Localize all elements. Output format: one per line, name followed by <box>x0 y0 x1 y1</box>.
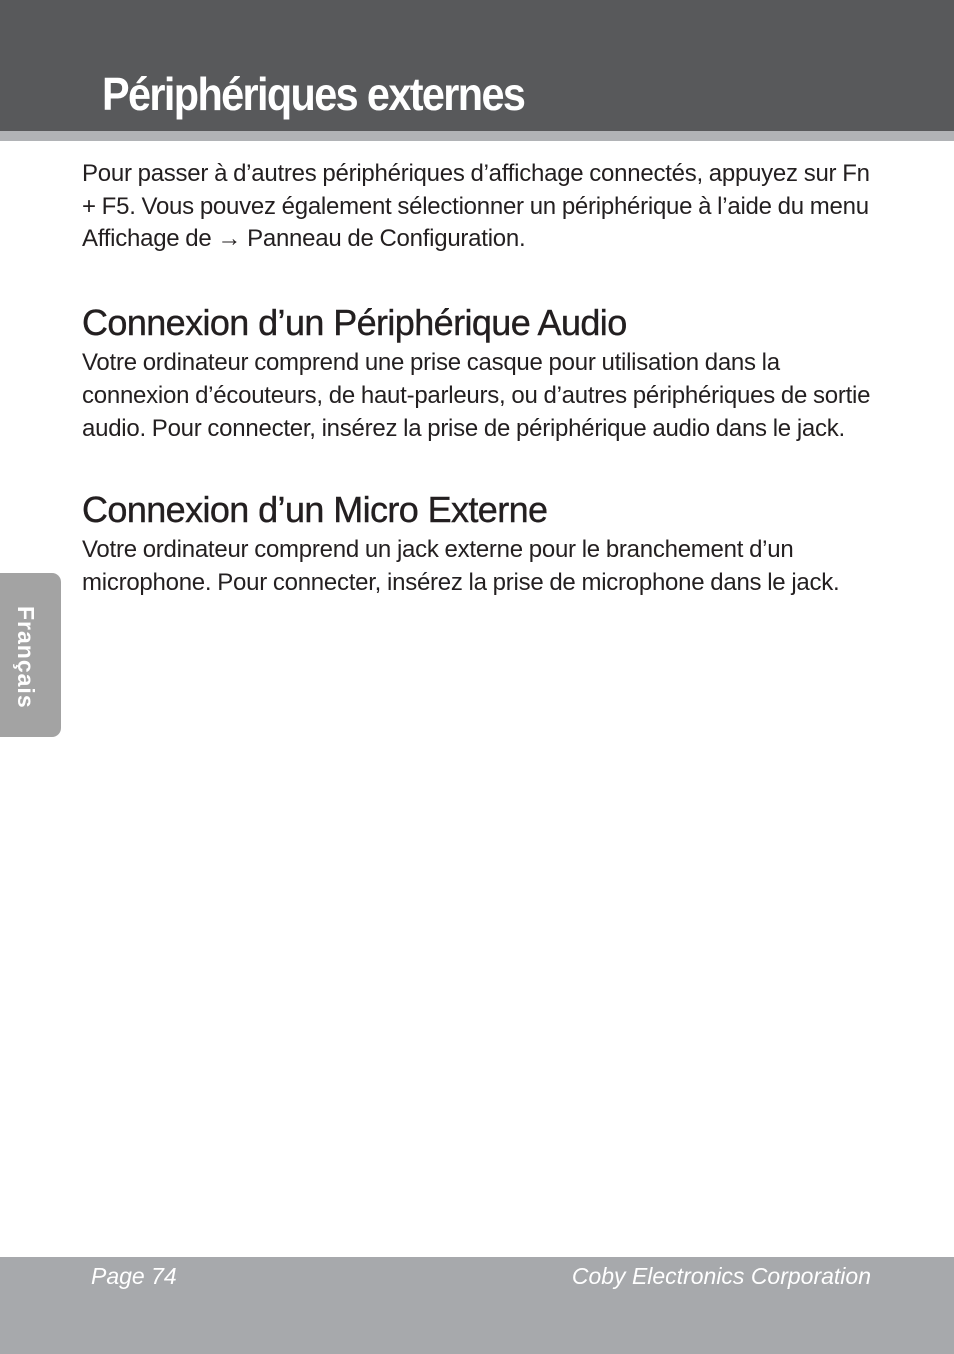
section-body-audio: Votre ordinateur comprend une prise casque pour utilisation dans la connexion d’écouteurs, de haut-parleurs, ou d’autres périphériques de sortie audio. Pour connecter, insérez la prise de périphérique audio dans le jack. <box>82 349 871 442</box>
section-body-micro: Votre ordinateur comprend un jack externe pour le branchement d’un microphone. Pour connecter, insérez la prise de microphone dans le jack. <box>82 536 840 596</box>
intro-paragraph: Pour passer à d’autres périphériques d’affichage connectés, appuyez sur Fn + F5. Vous pouvez également sélectionner un périphérique à l’aide du menu Affichage de → Panneau de Configuration. <box>82 160 870 253</box>
main-content <box>82 158 872 600</box>
header-divider <box>0 131 954 141</box>
section-heading-audio: Connexion d’un Périphérique Audio <box>82 302 627 344</box>
page-title: Périphériques externes <box>102 68 525 120</box>
footer-company-name: Coby Electronics Corporation <box>571 1263 871 1289</box>
footer-page-number: Page 74 <box>91 1263 177 1289</box>
section-heading-micro: Connexion d’un Micro Externe <box>82 489 548 531</box>
language-tab-label: Français <box>13 606 39 709</box>
